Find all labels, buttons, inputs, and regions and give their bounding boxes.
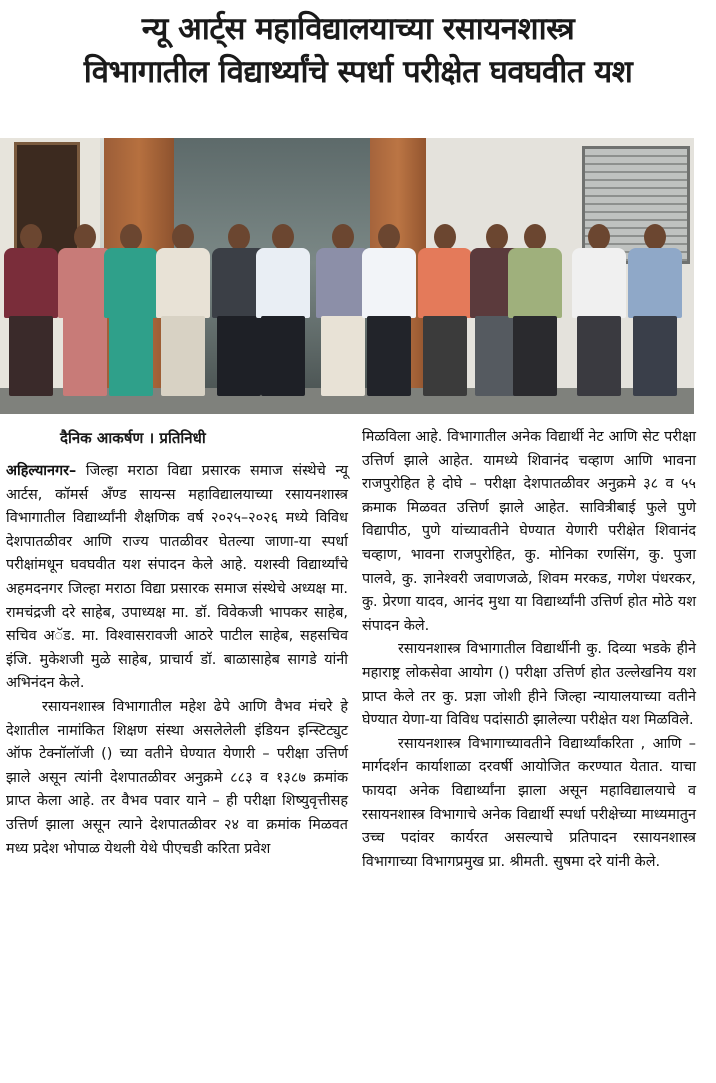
photo-person [4, 224, 58, 404]
photo-person-torso [628, 248, 682, 318]
photo-person-legs [513, 316, 556, 396]
photo-person-head [434, 224, 456, 250]
photo-person [418, 224, 472, 404]
photo-person [104, 224, 158, 404]
photo-person-legs [321, 316, 364, 396]
article-column-1 [6, 460, 348, 861]
photo-person-torso [104, 248, 158, 318]
photo-person-legs [633, 316, 676, 396]
photo-person-head [524, 224, 546, 250]
article-paragraph-1 [6, 460, 348, 696]
photo-person-legs [161, 316, 204, 396]
photo-person-torso [508, 248, 562, 318]
photo-person-head [378, 224, 400, 250]
photo-person-legs [63, 316, 106, 396]
article-paragraph-4: रसायनशास्त्र विभागाच्यावतीने विद्यार्थ्यांकरिता , आणि – मार्गदर्शन कार्याशाळा दरवर्षी आयोजित करण्यात येतात. याचा फायदा अनेक विद्यार्थ्यांना झाला असून महाविद्यालयाचे व रसायनशास्त्र विभागाचे अनेक विद्यार्थी स्पर्धा परीक्षेच्या माध्यमातुन उच्च पदांवर कार्यरत असल्याचे प्रतिपादन रसायनशास्त्र विभागाच्या विभागप्रमुख प्रा. श्रीमती. सुषमा दरे यांनी केले. [362, 735, 696, 870]
photo-person [362, 224, 416, 404]
photo-person [572, 224, 626, 404]
dateline: अहिल्यानगर– [6, 463, 77, 479]
photo-person-head [172, 224, 194, 250]
photo-person-torso [256, 248, 310, 318]
article-paragraph-2: रसायनशास्त्र विभागातील महेश ढेपे आणि वैभव मंचरे हे देशातील नामांकित शिक्षण संस्था असलेलेली इंडियन इन्स्टिट्युट ऑफ टेक्नॉलॉजी () च्या वतीने घेण्यात येणारी – परीक्षा उत्तिर्ण झाले असून त्यांनी देशपातळीवर अनुक्रमे ८८३ व १३८७ क्रमांक प्राप्त केला आहे. तर वैभव पवार याने – ही परीक्षा शिष्युवृत्तीसह उत्तिर्ण झाला असून त्याने देशपातळीवर २४ वा क्रमांक मिळवत मध्य प्रदेश भोपाळ येथली येथे पीएचडी करिता प्रवेश [6, 698, 348, 857]
photo-person-head [332, 224, 354, 250]
photo-person-head [228, 224, 250, 250]
byline: दैनिक आकर्षण । प्रतिनिधी [60, 429, 206, 447]
photo-person [508, 224, 562, 404]
article-paragraph-2-continued: मिळविला आहे. विभागातील अनेक विद्यार्थी नेट आणि सेट परीक्षा उत्तिर्ण झाले आहेत. यामध्ये शिवानंद चव्हाण आणि भावना राजपुरोहित हे दोघे – परीक्षा देशपातळीवर अनुक्रमे ३८ व ५५ क्रमाक मिळवत उत्तिर्ण झाले आहेत. सावित्रीबाई फुले पुणे विद्यापीठ, पुणे यांच्यावतीने घेण्यात येणारी परीक्षेत शिवानंद चव्हाण, भावना राजपुरोहित, कु. मोनिका रणसिंग, कु. पुजा पालवे, कु. ज्ञानेश्वरी जवाणजळे, शिवम मरकड, गणेश पंधरकर, कु. प्रेरणा यादव, आनंद मुथा या विद्यार्थ्यांनी उत्तिर्ण होत मोठे यश संपादन केले. [362, 429, 696, 634]
photo-person-legs [577, 316, 620, 396]
photo-person-legs [423, 316, 466, 396]
photo-person-legs [109, 316, 152, 396]
photo-person-torso [4, 248, 58, 318]
photo-person-torso [418, 248, 472, 318]
photo-person-legs [261, 316, 304, 396]
group-photo [0, 138, 694, 414]
photo-person-head [74, 224, 96, 250]
photo-person-legs [367, 316, 410, 396]
paragraph-1-text: जिल्हा मराठा विद्या प्रसारक समाज संस्थेचे न्यू आर्टस, कॉमर्स अँण्ड सायन्स महाविद्यालयाच्या रसायनशास्त्र विभागातील विद्यार्थ्यांनी शैक्षणिक वर्ष २०२५–२०२६ मध्ये विविध देशपातळीवर आणि राज्य पातळीवर घेतल्या जाणा-या स्पर्धा परीक्षांमधून घवघवीत यश संपादन केले आहे. यशस्वी विद्यार्थ्यांचे अहमदनगर जिल्हा मराठा विद्या प्रसारक समाज संस्थेचे अध्यक्ष मा. रामचंद्रजी दरे साहेब, उपाध्यक्ष मा. डॉ. विवेकजी भापकर साहेब, सचिव अॅड. मा. विश्वासरावजी आठरे पाटील साहेब, सहसचिव इंजि. मुकेशजी मुळे साहेब, प्राचार्य डॉ. बाळासाहेब सागडे यांनी अभिनंदन केले. [6, 463, 348, 692]
photo-person-head [644, 224, 666, 250]
headline-line-1: न्यू आर्ट्स महाविद्यालयाच्या रसायनशास्त्र [141, 11, 575, 47]
photo-person-head [486, 224, 508, 250]
photo-person-torso [572, 248, 626, 318]
photo-person-legs [217, 316, 260, 396]
photo-person [628, 224, 682, 404]
article-column-2 [362, 426, 696, 874]
photo-person-head [588, 224, 610, 250]
photo-person-head [120, 224, 142, 250]
photo-person-torso [362, 248, 416, 318]
photo-person-torso [156, 248, 210, 318]
headline [0, 8, 716, 94]
article-paragraph-3: रसायनशास्त्र विभागातील विद्यार्थीनी कु. दिव्या भडके हीने महाराष्ट्र लोकसेवा आयोग () परीक्षा उत्तिर्ण होत उल्लेखनिय यश प्राप्त केले तर कु. प्रज्ञा जोशी हीने जिल्हा न्यायालयाच्या वतीने घेण्यात येणा-या विविध पदांसाठी झालेल्या परीक्षेत यश मिळविले. [362, 641, 696, 729]
photo-person-head [20, 224, 42, 250]
photo-person-legs [9, 316, 52, 396]
photo-person [256, 224, 310, 404]
headline-line-2: विभागातील विद्यार्थ्यांचे स्पर्धा परीक्षेत घवघवीत यश [83, 54, 633, 90]
photo-person [156, 224, 210, 404]
photo-person-head [272, 224, 294, 250]
